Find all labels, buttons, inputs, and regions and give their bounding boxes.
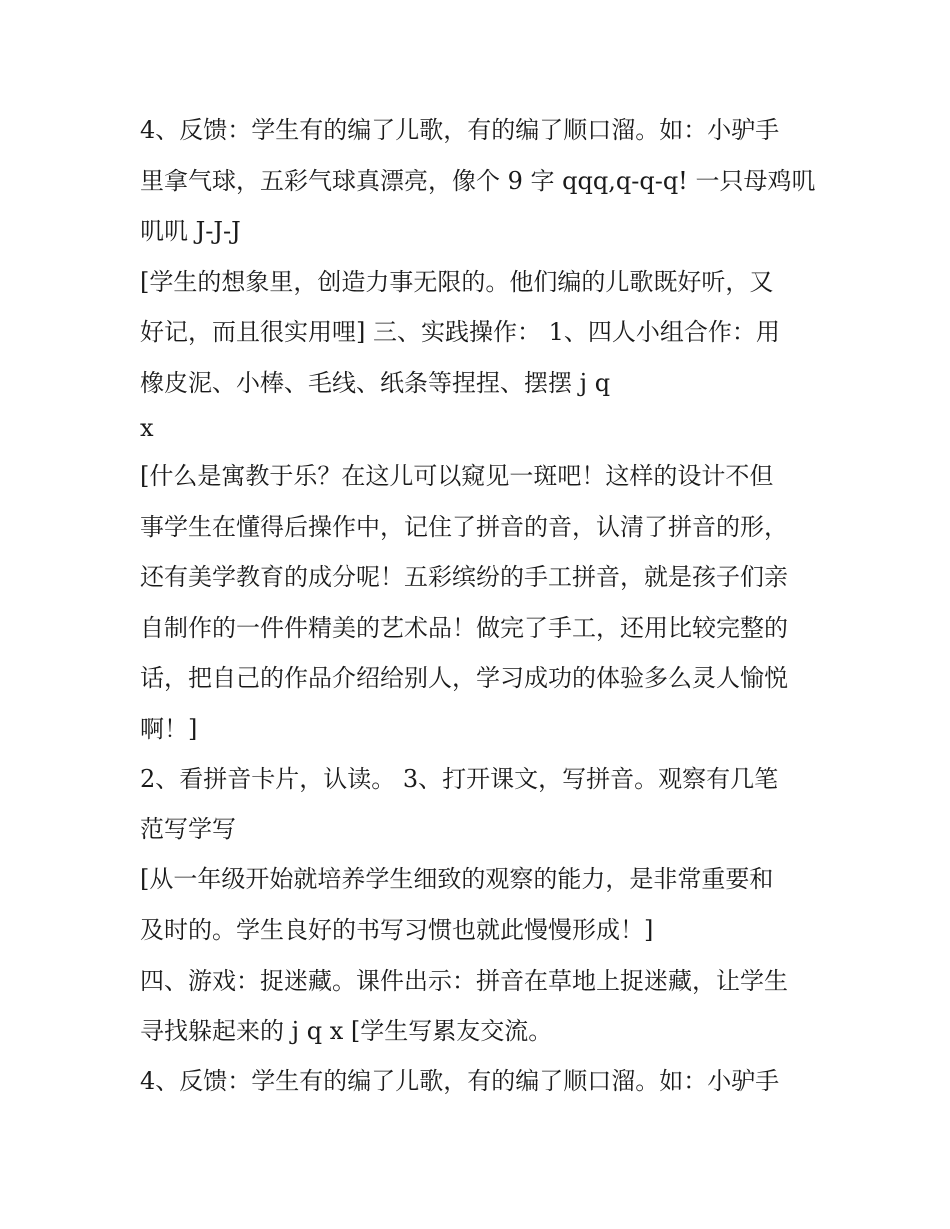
text-line: 4、反馈：学生有的编了儿歌，有的编了顺口溜。如：小驴手 [140,116,780,144]
text-line: 橡皮泥、小棒、毛线、纸条等捏捏、摆摆 j q [140,369,611,397]
text-line: 还有美学教育的成分呢！五彩缤纷的手工拼音，就是孩子们亲 [140,563,788,591]
text-line: 叽叽 J-J-J [140,217,241,245]
text-line: 话，把自己的作品介绍给别人，学习成功的体验多么灵人愉悦 [140,664,788,692]
text-line: [什么是寓教于乐？在这儿可以窥见一斑吧！这样的设计不但 [140,462,774,490]
text-line: 里拿气球，五彩气球真漂亮，像个 9 字 qqq,q-q-q! 一只母鸡叽 [140,167,816,195]
text-line: 事学生在懂得后操作中，记住了拼音的音，认清了拼音的形， [140,513,788,541]
text-line: 寻找躲起来的 j q x [学生写累友交流。 [140,1017,553,1045]
text-line: 四、游戏：捉迷藏。课件出示：拼音在草地上捉迷藏，让学生 [140,967,788,995]
text-line: 4、反馈：学生有的编了儿歌，有的编了顺口溜。如：小驴手 [140,1067,780,1095]
text-line: x [140,414,154,442]
text-line: 范写学写 [140,815,236,843]
text-line: 2、看拼音卡片，认读。 3、打开课文，写拼音。观察有几笔 [140,765,779,793]
text-line: [从一年级开始就培养学生细致的观察的能力，是非常重要和 [140,865,774,893]
text-line: 及时的。学生良好的书写习惯也就此慢慢形成！] [140,916,654,944]
text-line: [学生的想象里，创造力事无限的。他们编的儿歌既好听，又 [140,268,774,296]
text-line: 啊！] [140,715,198,743]
text-line: 好记，而且很实用哩] 三、实践操作： 1、四人小组合作：用 [140,318,780,346]
text-line: 自制作的一件件精美的艺术品！做完了手工，还用比较完整的 [140,614,788,642]
